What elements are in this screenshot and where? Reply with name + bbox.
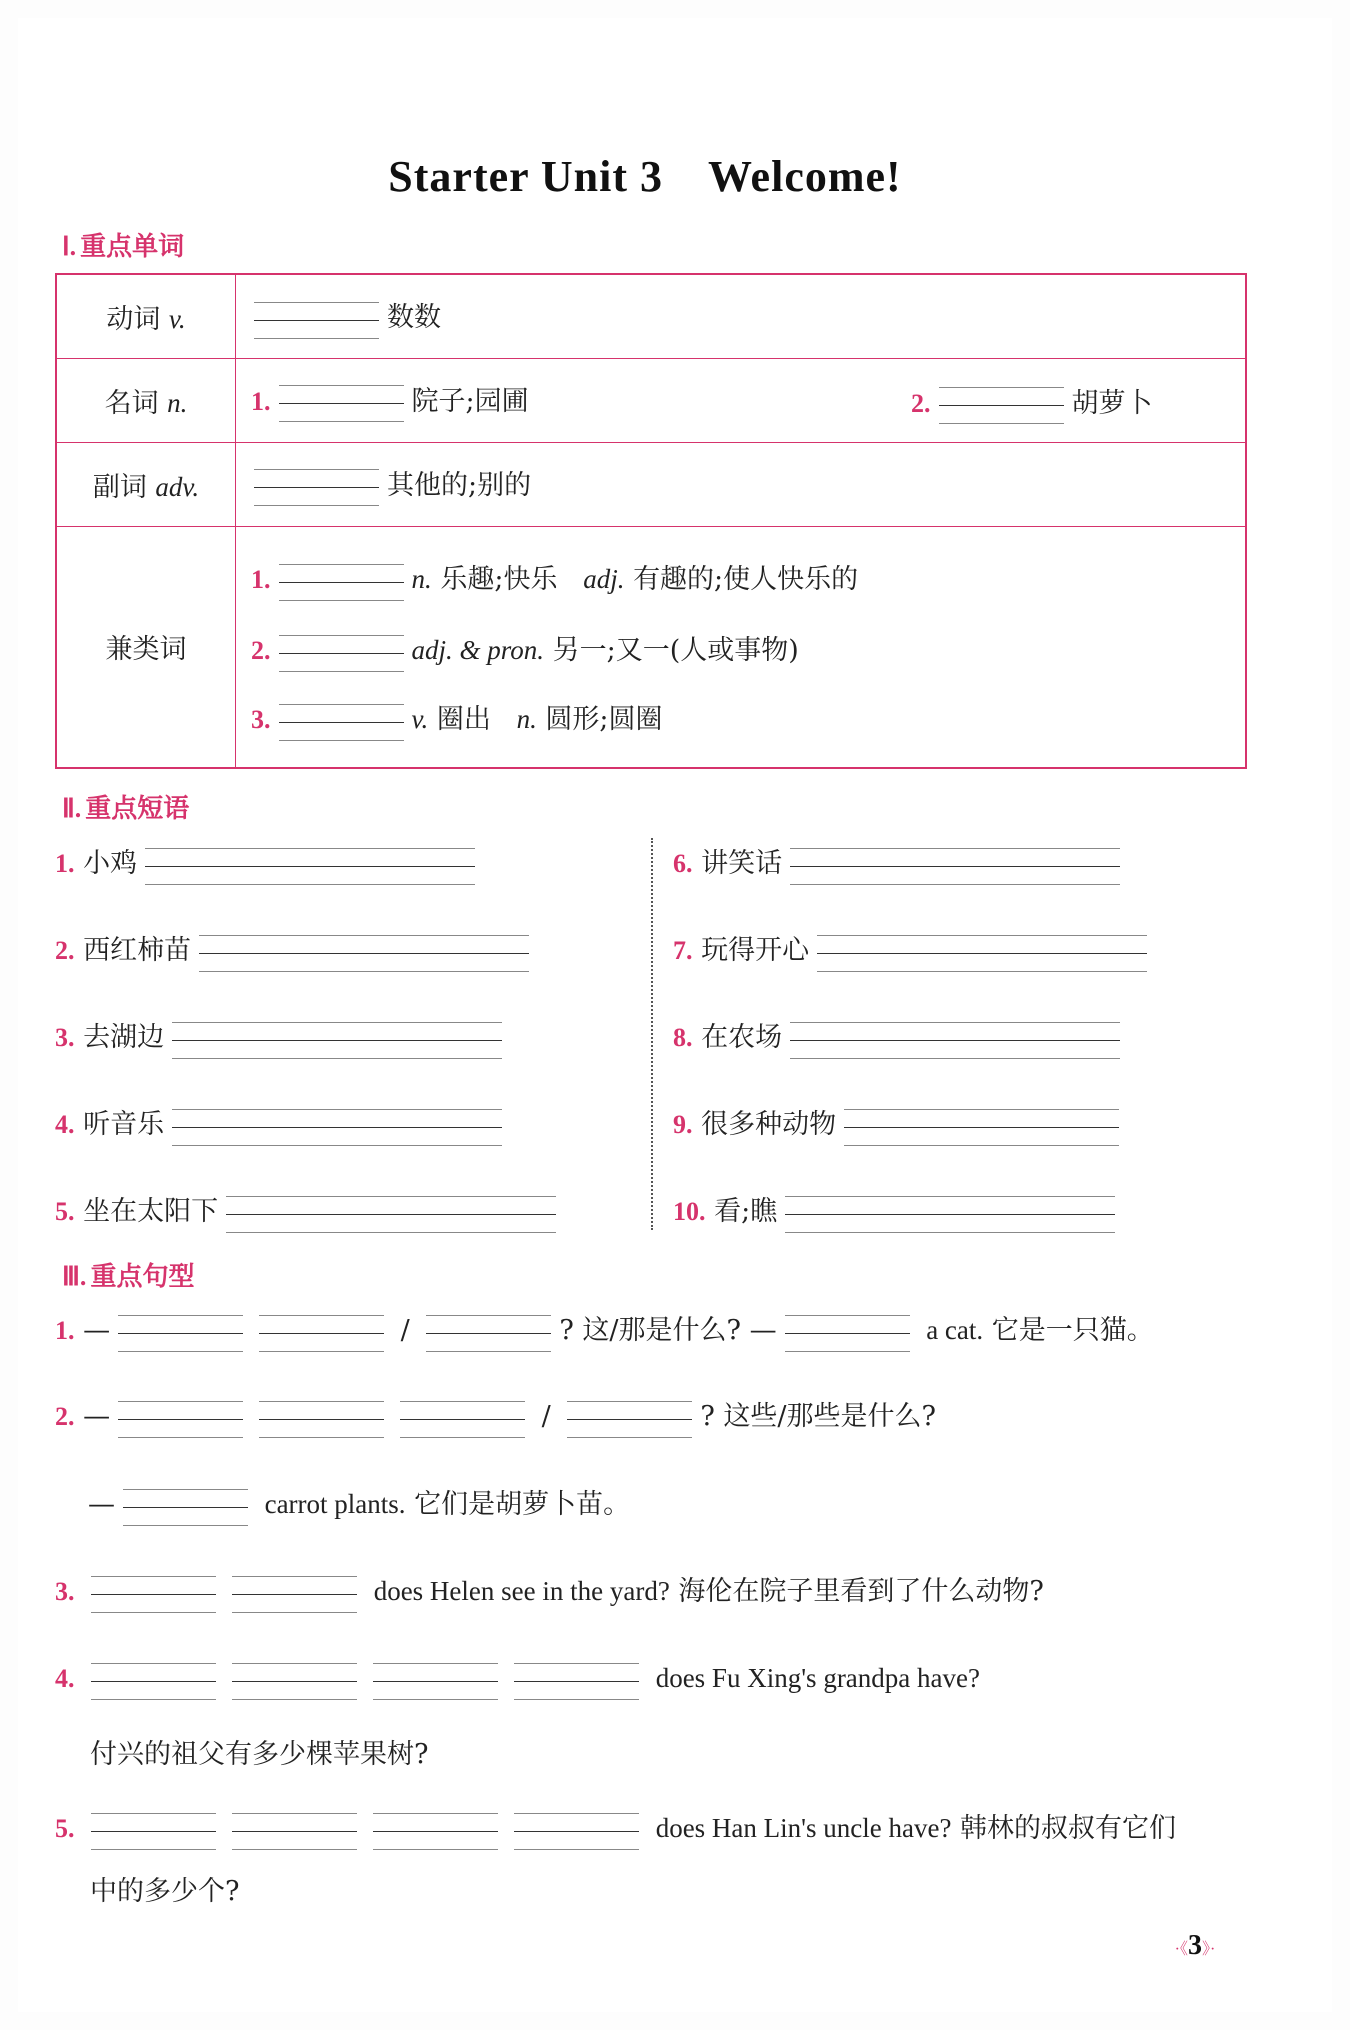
sentence-2: 2. — / ? 这些/那些是什么? [55,1397,936,1437]
answer-blank[interactable] [91,1574,216,1612]
answer-blank[interactable] [232,1811,357,1849]
sentence-2-answer: — carrot plants. 它们是胡萝卜苗。 [88,1484,630,1525]
sentence-4: 4. does Fu Xing's grandpa have? [55,1658,980,1699]
answer-blank[interactable] [254,300,379,338]
sentence-3: 3. does Helen see in the yard? 海伦在院子里看到了什么动物? [55,1571,1044,1612]
answer-blank[interactable] [145,846,475,884]
vocab-row-adverb: 副词 adv. 其他的;别的 [56,442,1246,526]
vocab-table [55,273,1247,769]
phrase-item: 1. 小鸡 [55,844,483,884]
answer-blank[interactable] [279,562,404,600]
phrase-item: 4. 听音乐 [55,1105,510,1145]
answer-blank[interactable] [514,1661,639,1699]
vocab-row-noun: 名词 n. 1. 院子;园圃 2. 胡萝卜 [56,358,1246,442]
answer-blank[interactable] [172,1020,502,1058]
answer-blank[interactable] [426,1313,551,1351]
answer-blank[interactable] [259,1399,384,1437]
phrase-item: 7. 玩得开心 [673,931,1155,971]
answer-blank[interactable] [232,1574,357,1612]
answer-blank[interactable] [199,933,529,971]
answer-blank[interactable] [373,1811,498,1849]
answer-blank[interactable] [123,1487,248,1525]
answer-blank[interactable] [279,383,404,421]
answer-blank[interactable] [400,1399,525,1437]
phrase-item: 10. 看;瞧 [673,1192,1123,1232]
phrase-item: 5. 坐在太阳下 [55,1192,564,1232]
sentence-5: 5. does Han Lin's uncle have? 韩林的叔叔有它们 [55,1808,1176,1849]
answer-blank[interactable] [373,1661,498,1699]
section-3-heading: Ⅲ. 重点句型 [62,1262,195,1292]
section-2-heading: Ⅱ. 重点短语 [62,794,190,824]
answer-blank[interactable] [254,467,379,505]
category-noun: 名词 n. [56,358,236,442]
answer-blank[interactable] [279,702,404,740]
vocab-row-verb: 动词 v. 数数 [56,274,1246,358]
phrase-item: 9. 很多种动物 [673,1105,1127,1145]
category-verb: 动词 v. [56,274,236,358]
phrase-item: 2. 西红柿苗 [55,931,537,971]
answer-blank[interactable] [91,1661,216,1699]
category-adverb: 副词 adv. [56,442,236,526]
page-number: ·《3》· [1174,1930,1216,1961]
answer-blank[interactable] [91,1811,216,1849]
category-multi: 兼类词 [56,526,236,768]
answer-blank[interactable] [259,1313,384,1351]
column-divider [651,838,653,1230]
answer-blank[interactable] [118,1313,243,1351]
sentence-4-translation: 付兴的祖父有多少棵苹果树? [90,1739,429,1770]
answer-blank[interactable] [567,1399,692,1437]
page-title: Starter Unit 3 Welcome! [388,152,902,201]
answer-blank[interactable] [172,1107,502,1145]
answer-blank[interactable] [226,1194,556,1232]
sentence-5-translation-cont: 中的多少个? [90,1876,240,1907]
phrase-item: 8. 在农场 [673,1018,1128,1058]
answer-blank[interactable] [785,1313,910,1351]
answer-blank[interactable] [118,1399,243,1437]
vocab-row-multi: 兼类词 1. n. 乐趣;快乐 adj. 有趣的;使人快乐的 2. adj. & pron. 另一;又一(人或事物) 3. v. 圈出 n. 圆形;圆圈 [56,526,1246,768]
answer-blank[interactable] [279,633,404,671]
answer-blank[interactable] [232,1661,357,1699]
phrase-item: 3. 去湖边 [55,1018,510,1058]
phrase-item: 6. 讲笑话 [673,844,1128,884]
answer-blank[interactable] [790,1020,1120,1058]
answer-blank[interactable] [939,385,1064,423]
answer-blank[interactable] [514,1811,639,1849]
section-1-heading: Ⅰ. 重点单词 [62,232,185,262]
answer-blank[interactable] [790,846,1120,884]
answer-blank[interactable] [817,933,1147,971]
answer-blank[interactable] [785,1194,1115,1232]
answer-blank[interactable] [844,1107,1119,1145]
sentence-1: 1. — / ? 这/那是什么? — a cat. 它是一只猫。 [55,1310,1154,1351]
